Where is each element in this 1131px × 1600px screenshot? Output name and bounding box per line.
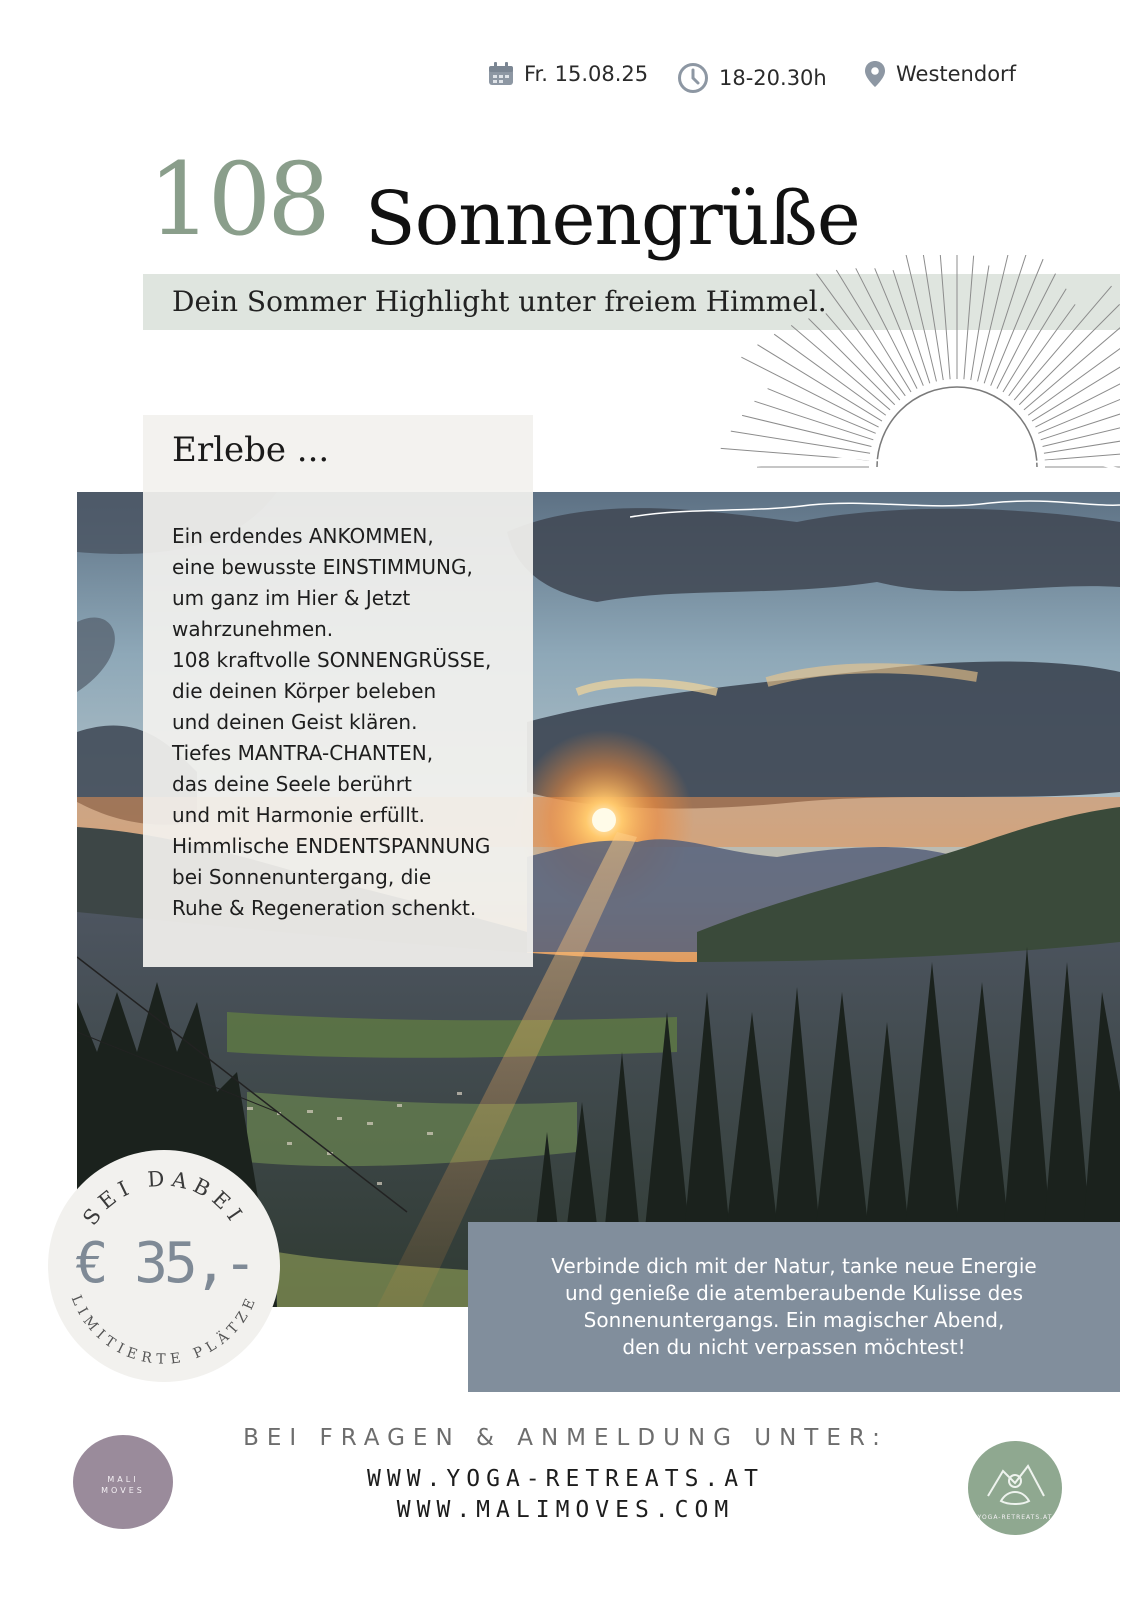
title-word: Sonnengrüße — [365, 176, 860, 262]
panel-line: 108 kraftvolle SONNENGRÜSSE, — [172, 648, 492, 672]
subtitle: Dein Sommer Highlight unter freiem Himmel. — [172, 285, 827, 318]
footer-label: BEI FRAGEN & ANMELDUNG UNTER: — [243, 1425, 888, 1451]
footer-url-yoga[interactable]: WWW.YOGA-RETREATS.AT — [367, 1466, 764, 1492]
event-date-text: Fr. 15.08.25 — [524, 62, 649, 86]
event-time-text: 18-20.30h — [719, 66, 827, 90]
panel-line: wahrzunehmen. — [172, 617, 334, 641]
panel-text — [172, 521, 522, 924]
panel-line: das deine Seele berührt — [172, 772, 412, 796]
panel-line: Tiefes MANTRA-CHANTEN, — [172, 741, 434, 765]
panel-line: die deinen Körper beleben — [172, 679, 437, 703]
malimoves-logo — [73, 1435, 173, 1529]
logo-right-text: YOGA-RETREATS.AT — [977, 1514, 1053, 1521]
promo-line: und genieße die atemberaubende Kulisse des — [564, 1281, 1024, 1305]
panel-line: um ganz im Hier & Jetzt — [172, 586, 411, 610]
panel-line: eine bewusste EINSTIMMUNG, — [172, 555, 473, 579]
price-badge — [48, 1150, 280, 1382]
sun-rays-illustration — [630, 255, 1120, 545]
promo-text — [468, 1253, 1120, 1361]
panel-title: Erlebe ... — [172, 430, 330, 470]
badge-price: € 35,- — [74, 1231, 254, 1296]
panel-line: Ein erdendes ANKOMMEN, — [172, 524, 434, 548]
panel-line: Himmlische ENDENTSPANNUNG — [172, 834, 491, 858]
promo-line: Sonnenuntergangs. Ein magischer Abend, — [583, 1308, 1005, 1332]
event-location — [864, 60, 1016, 88]
badge-bottom-text: LIMITIERTE PLÄTZE — [67, 1292, 261, 1368]
calendar-icon — [488, 62, 514, 86]
promo-line: den du nicht verpassen möchtest! — [622, 1335, 966, 1359]
event-time — [677, 62, 827, 94]
location-pin-icon — [864, 60, 886, 88]
badge-top-text: SEI DABEI — [78, 1166, 250, 1230]
yoga-retreats-logo — [968, 1441, 1062, 1535]
footer-url-malimoves[interactable]: WWW.MALIMOVES.COM — [396, 1497, 735, 1523]
panel-line: und mit Harmonie erfüllt. — [172, 803, 425, 827]
panel-line: und deinen Geist klären. — [172, 710, 418, 734]
clock-icon — [677, 62, 709, 94]
panel-line: bei Sonnenuntergang, die — [172, 865, 432, 889]
event-location-text: Westendorf — [896, 62, 1017, 86]
logo-left-line-2: MOVES — [101, 1486, 145, 1495]
title-number: 108 — [148, 141, 327, 258]
event-date — [488, 62, 648, 86]
panel-line: Ruhe & Regeneration schenkt. — [172, 896, 477, 920]
logo-left-line-1: MALI — [107, 1475, 139, 1484]
promo-line: Verbinde dich mit der Natur, tanke neue Energie — [551, 1254, 1037, 1278]
